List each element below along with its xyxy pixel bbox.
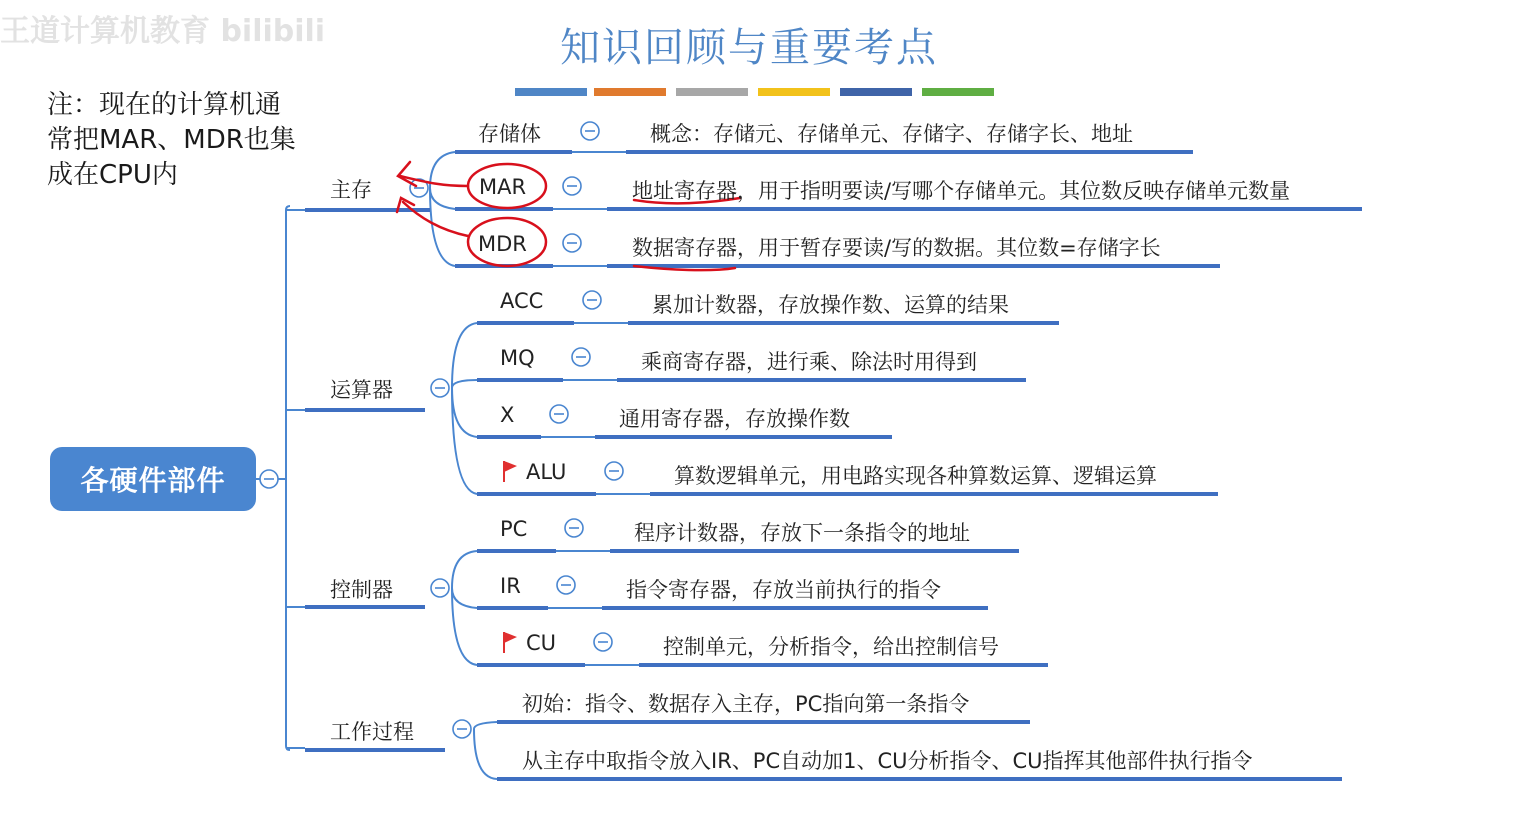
- desc-ir: 指令寄存器，存放当前执行的指令: [626, 578, 941, 602]
- node-storage-body[interactable]: 存储体: [478, 122, 541, 146]
- node-acc[interactable]: ACC: [500, 289, 544, 313]
- collapse-icon: [563, 234, 581, 252]
- desc-mdr: 数据寄存器，用于暂存要读/写的数据。其位数=存储字长: [632, 236, 1161, 260]
- collapse-icon: [581, 122, 599, 140]
- work-step-init[interactable]: 初始：指令、数据存入主存，PC指向第一条指令: [522, 692, 970, 716]
- desc-cu: 控制单元，分析指令，给出控制信号: [663, 635, 999, 659]
- desc-x: 通用寄存器，存放操作数: [619, 407, 850, 431]
- collapse-icon: [594, 633, 612, 651]
- category-work-process[interactable]: 工作过程: [330, 720, 414, 744]
- desc-storage-body: 概念：存储元、存储单元、存储字、存储字长、地址: [650, 122, 1133, 146]
- red-flag-icon: [504, 461, 517, 482]
- collapse-icon: [431, 579, 449, 597]
- node-ir[interactable]: IR: [500, 574, 521, 598]
- color-bar: [922, 88, 994, 96]
- category-alu-unit[interactable]: 运算器: [330, 378, 393, 402]
- collapse-icon: [550, 405, 568, 423]
- collapse-icon: [431, 379, 449, 397]
- note-line: 成在CPU内: [47, 160, 178, 190]
- collapse-icon: [605, 462, 623, 480]
- desc-pc: 程序计数器，存放下一条指令的地址: [634, 521, 970, 545]
- collapse-icon: [563, 177, 581, 195]
- red-flag-icon: [504, 632, 517, 653]
- watermark: 王道计算机教育 bilibili: [0, 14, 326, 49]
- node-cu[interactable]: CU: [526, 631, 557, 655]
- desc-mar: 地址寄存器，用于指明要读/写哪个存储单元。其位数反映存储单元数量: [632, 179, 1291, 203]
- node-mq[interactable]: MQ: [500, 346, 535, 370]
- color-bar: [676, 88, 748, 96]
- color-bar: [515, 88, 587, 96]
- node-mar[interactable]: MAR: [479, 175, 527, 199]
- color-bar: [758, 88, 830, 96]
- desc-acc: 累加计数器，存放操作数、运算的结果: [652, 293, 1009, 317]
- color-bar: [840, 88, 912, 96]
- category-controller[interactable]: 控制器: [330, 578, 393, 602]
- desc-mq: 乘商寄存器，进行乘、除法时用得到: [641, 350, 977, 374]
- desc-alu: 算数逻辑单元，用电路实现各种算数运算、逻辑运算: [674, 464, 1157, 488]
- root-node[interactable]: 各硬件部件: [50, 447, 256, 511]
- node-x[interactable]: X: [500, 403, 515, 427]
- color-bar: [594, 88, 666, 96]
- node-pc[interactable]: PC: [500, 517, 528, 541]
- title-color-bars: [515, 88, 994, 96]
- node-alu[interactable]: ALU: [526, 460, 567, 484]
- category-main-memory[interactable]: 主存: [330, 178, 372, 202]
- collapse-icon: [260, 470, 278, 488]
- note-line: 注：现在的计算机通: [47, 90, 282, 120]
- work-step-fetch[interactable]: 从主存中取指令放入IR、PC自动加1、CU分析指令、CU指挥其他部件执行指令: [522, 749, 1253, 773]
- note-line: 常把MAR、MDR也集: [47, 125, 296, 155]
- page-title: 知识回顾与重要考点: [560, 25, 938, 71]
- collapse-icon: [453, 720, 471, 738]
- collapse-icon: [565, 519, 583, 537]
- collapse-icon: [583, 291, 601, 309]
- collapse-icon: [557, 576, 575, 594]
- collapse-icon: [572, 348, 590, 366]
- node-mdr[interactable]: MDR: [478, 232, 527, 256]
